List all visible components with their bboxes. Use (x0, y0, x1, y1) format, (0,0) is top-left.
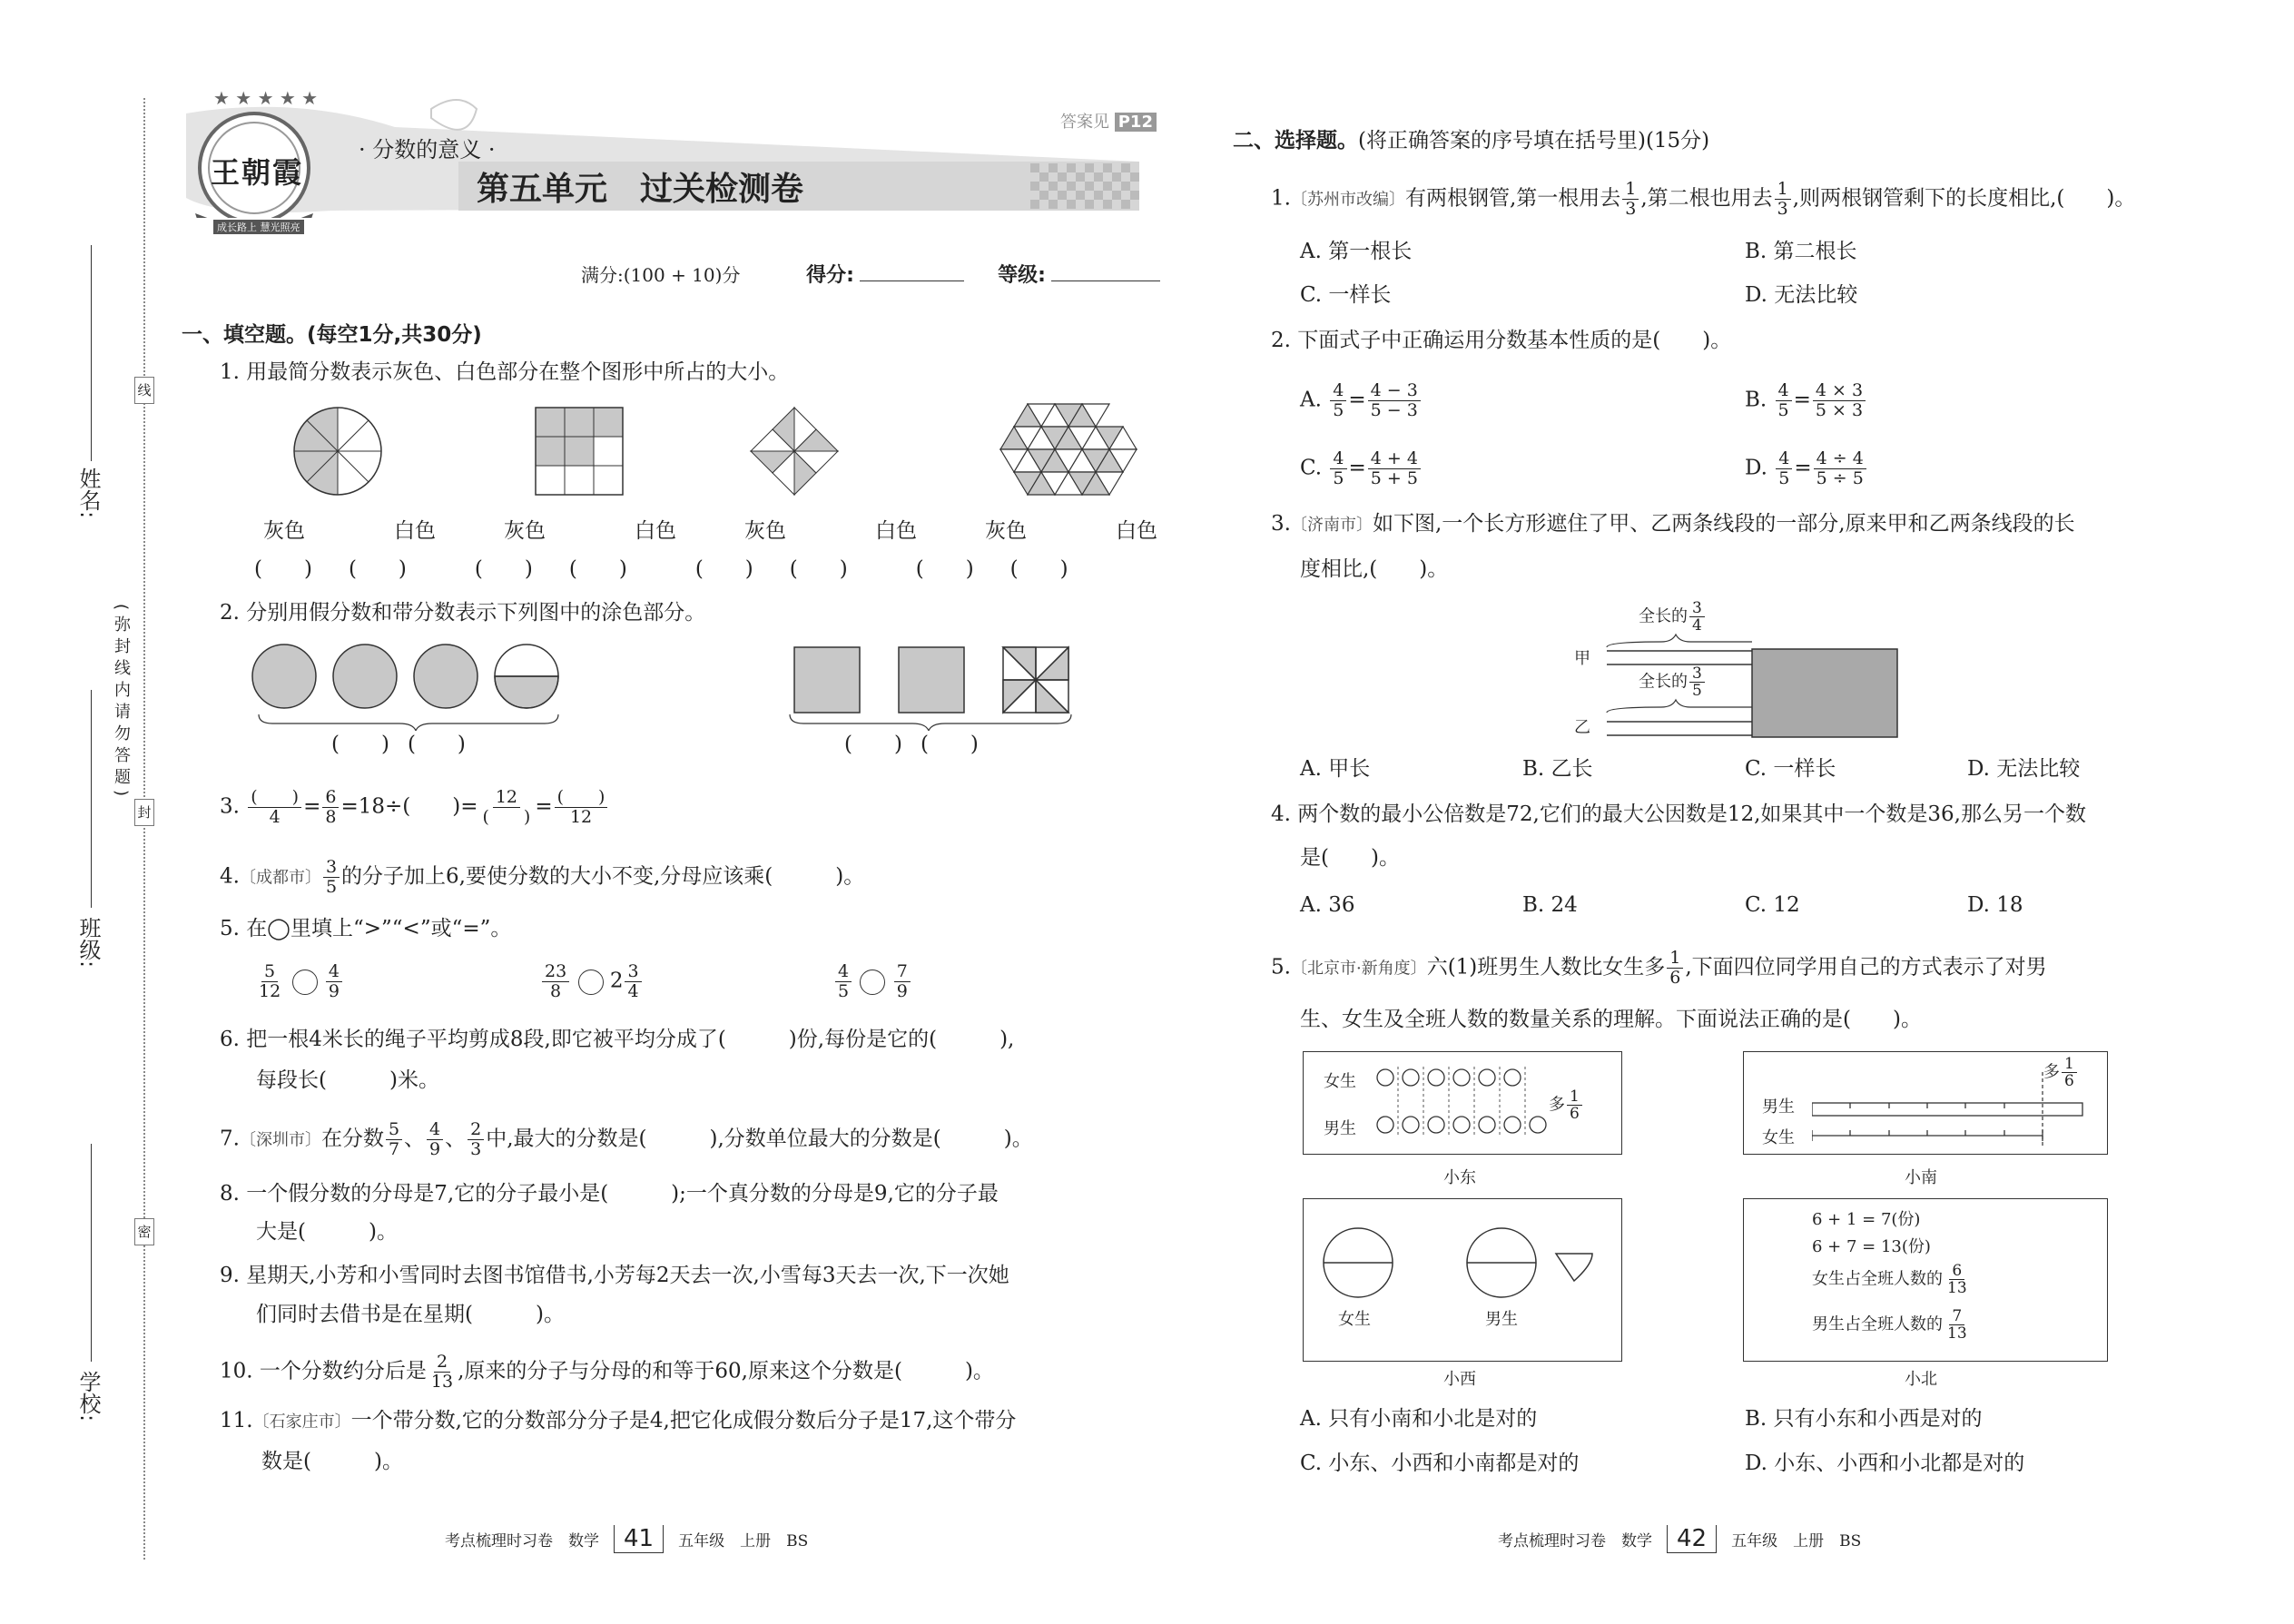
s1-q9-line1: 9. 星期天,小芳和小雪同时去图书馆借书,小芳每2天去一次,小雪每3天去一次,下一次她 (220, 1264, 1009, 1287)
q10-post[interactable]: ,原来的分子与分母的和等于60,原来这个分数是( )。 (458, 1359, 994, 1383)
answer-blank[interactable]: ( ) (915, 557, 974, 581)
q5-compare-3 (833, 962, 912, 1001)
s1-q6-line2[interactable]: 每段长( )米。 (256, 1068, 439, 1092)
q1-white-label: 白色 (394, 519, 436, 543)
answer-ref-page: P12 (1115, 113, 1157, 132)
answer-blank[interactable]: ( ) (348, 557, 407, 581)
q5-fraction: $\frac{4}{5}$ (835, 962, 852, 1001)
q3-segment-lines (1570, 595, 1906, 740)
s2-q3-line1 (1271, 510, 2075, 539)
xiaobei-line3: 女生占全班人数的 $\frac{6}{13}$ (1812, 1262, 1967, 1297)
footer-grade: 五年级 上册 BS (1731, 1532, 1862, 1550)
q4-source-tag: 〔成都市〕 (239, 868, 321, 888)
q5-fraction: $\frac{5}{12}$ (259, 961, 281, 1001)
class-field[interactable] (91, 690, 92, 908)
q3-fraction[interactable]: $\frac{12}{( )}$ (482, 787, 531, 827)
q3-fraction[interactable]: $\frac{( )}{4}$ (248, 788, 301, 827)
footer-book: 考点梳理时习卷 数学 (1498, 1532, 1652, 1550)
s2-q5-option-c[interactable]: C. 小东、小西和小南都是对的 (1300, 1452, 1580, 1475)
q7-post[interactable]: 中,最大的分数是( ),分数单位最大的分数是( )。 (486, 1127, 1033, 1151)
name-field[interactable] (91, 245, 92, 461)
q4-fraction: $\frac{3}{5}$ (323, 858, 340, 897)
cut-line (143, 98, 145, 1560)
footer-grade: 五年级 上册 BS (678, 1532, 809, 1550)
section2-heading-rest: (将正确答案的序号填在括号里)(15分) (1358, 129, 1710, 153)
answer-blank[interactable]: ( ) (331, 733, 389, 756)
name-label: 姓名: (75, 468, 101, 519)
q1-gray-label: 灰色 (504, 519, 546, 543)
q2-blanks-left (331, 731, 466, 758)
s2-q1-fraction: $\frac{1}{3}$ (1775, 180, 1791, 219)
q3-segment-figure (1570, 595, 1906, 740)
q7-fraction: $\frac{2}{3}$ (468, 1120, 484, 1159)
s2-q3-option-d[interactable]: D. 无法比较 (1967, 757, 2081, 781)
q11-text: 一个带分数,它的分数部分分子是4,把它化成假分数后分子是17,这个带分 (350, 1409, 1017, 1432)
footer-book: 考点梳理时习卷 数学 (445, 1532, 599, 1550)
s2-q1-post[interactable]: ,则两根钢管剩下的长度相比,( )。 (1792, 186, 2136, 211)
q2-figures (245, 640, 1089, 731)
compare-circle[interactable] (860, 969, 885, 995)
answer-blank[interactable]: ( ) (474, 557, 533, 581)
q1-labels-4 (985, 517, 1157, 545)
box-xiaonan-name: 小南 (1905, 1168, 1937, 1187)
q3-fraction: $\frac{6}{8}$ (322, 788, 339, 827)
class-label: 班级: (75, 917, 101, 969)
xiaodong-girl-label: 女生 (1324, 1072, 1356, 1091)
q7-fraction: $\frac{4}{9}$ (427, 1120, 443, 1159)
q10-pre: 10. 一个分数约分后是 (220, 1359, 427, 1383)
q1-pie-figure (294, 408, 381, 495)
page-title: 第五单元 过关检测卷 (477, 171, 804, 208)
s2-q4-line1: 4. 两个数的最小公倍数是72,它们的最大公因数是12,如果其中一个数是36,那么另一个数 (1271, 802, 2086, 826)
s2-q4-option-b[interactable]: B. 24 (1522, 893, 1578, 917)
s2-q3-option-b[interactable]: B. 乙长 (1522, 757, 1593, 781)
q7-pre: 在分数 (320, 1127, 384, 1151)
q1-blanks (254, 556, 1068, 583)
q1-grid-figure (536, 408, 623, 495)
compare-circle[interactable] (578, 969, 604, 995)
q1-white-label: 白色 (1116, 519, 1157, 543)
xiaobei-line1: 6 + 1 = 7(份) (1812, 1210, 1921, 1229)
school-field[interactable] (91, 1144, 92, 1362)
s2-q1-source-tag: 〔苏州市改编〕 (1290, 190, 1405, 210)
xiaobei-line4: 男生占全班人数的 $\frac{7}{13}$ (1812, 1307, 1967, 1343)
s2-q1 (1271, 180, 2135, 219)
xiaobei-line2: 6 + 7 = 13(份) (1812, 1237, 1931, 1256)
s2-q2-option-c[interactable]: C. $\frac{4}{5}$ = $\frac{4 + 4}{5 + 5}$ (1300, 449, 1423, 488)
q3-fraction[interactable]: $\frac{( )}{12}$ (555, 788, 608, 827)
box-xiaoxi-name: 小西 (1443, 1370, 1476, 1389)
answer-blank[interactable]: ( ) (789, 557, 848, 581)
box-xiaodong (1303, 1051, 1622, 1155)
s2-q1-option-a[interactable]: A. 第一根长 (1300, 240, 1413, 263)
q3-label-jia: 甲 (1574, 649, 1590, 668)
s1-q5-text: 5. 在◯里填上“>”“<”或“=”。 (220, 917, 512, 940)
answer-blank[interactable]: ( ) (407, 733, 466, 756)
cut-label-feng: 封 (134, 799, 154, 826)
q7-sep: 、 (445, 1127, 467, 1151)
q4-number: 4. (220, 864, 240, 889)
s2-q3-source-tag: 〔济南市〕 (1290, 516, 1373, 535)
q5-fraction: $\frac{23}{8}$ (542, 962, 569, 1001)
score-label: 得分: (806, 264, 854, 287)
xiaonan-boy-label: 男生 (1762, 1097, 1795, 1117)
q3-equals: = (460, 794, 478, 819)
q1-gray-label: 灰色 (263, 519, 305, 543)
q4-text[interactable]: 的分子加上6,要使分数的大小不变,分母应该乘( )。 (341, 864, 865, 889)
s1-q8-line1[interactable]: 8. 一个假分数的分母是7,它的分子最小是( );一个真分数的分母是9,它的分子最 (220, 1182, 999, 1206)
q3-equals: = (535, 794, 553, 819)
answer-ref-label: 答案见 (1060, 113, 1109, 132)
q5-fraction: $\frac{4}{9}$ (326, 962, 342, 1001)
section2-heading (1233, 127, 1709, 154)
q1-gray-label: 灰色 (744, 519, 786, 543)
q11-source-tag: 〔石家庄市〕 (252, 1412, 351, 1432)
page-number: 41 (614, 1525, 664, 1553)
q5-whole: 2 (609, 969, 624, 993)
score-row (581, 261, 1160, 290)
s1-q11-line1 (220, 1407, 1016, 1436)
s2-q1-number: 1. (1271, 186, 1291, 211)
page-number: 42 (1667, 1525, 1717, 1553)
s2-q3-option-a[interactable]: A. 甲长 (1300, 757, 1371, 781)
q5-compare-1 (254, 962, 344, 1001)
s2-q1-fraction: $\frac{1}{3}$ (1622, 180, 1639, 219)
box-xiaobei (1743, 1198, 2108, 1362)
q1-labels-1 (263, 517, 436, 545)
cut-label-mi: 密 (134, 1218, 154, 1245)
s2-q1-option-b[interactable]: B. 第二根长 (1745, 240, 1857, 263)
box-xiaodong-name: 小东 (1443, 1168, 1476, 1187)
q7-source-tag: 〔深圳市〕 (239, 1130, 321, 1150)
s2-q3-line2[interactable]: 度相比,( )。 (1300, 557, 1449, 581)
q1-pinwheel-figure (751, 408, 838, 495)
cut-label-xian: 线 (134, 377, 154, 404)
q3-label-jia-fraction: 全长的 $\frac{3}{4}$ (1639, 600, 1707, 634)
q5-fraction: $\frac{7}{9}$ (894, 962, 911, 1001)
xiaodong-circles (1374, 1065, 1561, 1147)
q3-cover-rectangle (1752, 649, 1897, 737)
box-xiaobei-name: 小北 (1905, 1370, 1937, 1389)
s1-q7 (220, 1120, 1033, 1159)
q1-gray-label: 灰色 (985, 519, 1027, 543)
section1-heading: 一、填空题。(每空1分,共30分) (182, 323, 482, 347)
q2-squares-figure (790, 647, 1071, 731)
q5-compare-2 (540, 962, 644, 1001)
s2-q5-number: 5. (1271, 955, 1291, 979)
xiaonan-girl-label: 女生 (1762, 1128, 1795, 1147)
q7-sep: 、 (404, 1127, 426, 1151)
q3-number: 3. (220, 794, 240, 819)
answer-blank[interactable]: ( ) (920, 733, 979, 756)
q1-triangle-figure (1000, 404, 1137, 495)
s2-q5-source-tag: 〔北京市·新角度〕 (1290, 959, 1427, 979)
q7-number: 7. (220, 1127, 240, 1151)
q3-label-yi: 乙 (1574, 718, 1590, 737)
school-label: 学校: (75, 1371, 101, 1422)
xiaodong-boy-label: 男生 (1324, 1119, 1356, 1138)
s1-q4 (220, 858, 864, 897)
section2-heading-bold: 二、选择题。 (1233, 129, 1358, 153)
s2-q5-post: ,下面四位同学用自己的方式表示了对男 (1685, 955, 2047, 979)
s2-q1-option-c[interactable]: C. 一样长 (1300, 283, 1392, 307)
answer-blank[interactable]: ( ) (1009, 557, 1068, 581)
s2-q4-line2[interactable]: 是( )。 (1300, 846, 1400, 870)
q3-equals: = (303, 794, 321, 819)
sealed-line-note: (弥封线内请勿答题) (112, 604, 131, 802)
s2-q5-option-d[interactable]: D. 小东、小西和小北都是对的 (1745, 1452, 2025, 1475)
q1-white-label: 白色 (635, 519, 676, 543)
s2-q1-option-d[interactable]: D. 无法比较 (1745, 283, 1858, 307)
s2-q2-option-d[interactable]: D. $\frac{4}{5}$ = $\frac{4 \div 4}{5 \div 5}$ (1745, 449, 1868, 488)
answer-blank[interactable]: ( ) (694, 557, 753, 581)
compare-circle[interactable] (292, 969, 318, 995)
s2-q2-text[interactable]: 2. 下面式子中正确运用分数基本性质的是( )。 (1271, 329, 1732, 352)
xiaoxi-circles (1313, 1217, 1612, 1317)
q3-division[interactable]: =18÷( ) (340, 794, 461, 819)
s2-q4-option-c[interactable]: C. 12 (1745, 893, 1800, 917)
s2-q5-line1 (1271, 949, 2047, 988)
s2-q3-text: 如下图,一个长方形遮住了甲、乙两条线段的一部分,原来甲和乙两条线段的长 (1372, 512, 2075, 536)
answer-blank[interactable]: ( ) (844, 733, 902, 756)
s2-q5-option-a[interactable]: A. 只有小南和小北是对的 (1300, 1407, 1538, 1431)
s1-q9-line2[interactable]: 们同时去借书是在星期( )。 (256, 1303, 565, 1326)
q1-figures (218, 395, 1153, 513)
brand-logo-text: 王朝霞 (211, 155, 304, 190)
xiaoxi-girl-label: 女生 (1338, 1310, 1371, 1329)
q10-fraction: $\frac{2}{13}$ (430, 1352, 454, 1392)
s2-q4-option-d[interactable]: D. 18 (1967, 893, 2023, 917)
box-xiaonan (1743, 1051, 2108, 1155)
s2-q4-option-a[interactable]: A. 36 (1300, 893, 1355, 917)
xiaodong-more: 多 $\frac{1}{6}$ (1549, 1088, 1584, 1122)
brand-logo-slogan: 成长路上 慧光照亮 (213, 220, 304, 234)
s1-q1-text: 1. 用最简分数表示灰色、白色部分在整个图形中所占的大小。 (220, 360, 790, 384)
unit-kicker: · 分数的意义 · (359, 137, 496, 162)
s2-q5-fraction: $\frac{1}{6}$ (1667, 949, 1683, 988)
q11-number: 11. (220, 1409, 253, 1432)
q3-label-yi-fraction: 全长的 $\frac{3}{5}$ (1639, 665, 1707, 699)
s1-q2-text: 2. 分别用假分数和带分数表示下列图中的涂色部分。 (220, 601, 706, 625)
q5-fraction: $\frac{3}{4}$ (625, 962, 641, 1001)
s2-q5-option-b[interactable]: B. 只有小东和小西是对的 (1745, 1407, 1983, 1431)
xiaonan-more: 多 $\frac{1}{6}$ (2043, 1056, 2079, 1089)
s2-q3-option-c[interactable]: C. 一样长 (1745, 757, 1836, 781)
s2-q2-option-a[interactable]: A. $\frac{4}{5}$ = $\frac{4 - 3}{5 - 3}$ (1300, 381, 1423, 420)
s2-q5-pre: 六(1)班男生人数比女生多 (1426, 955, 1666, 979)
s1-q10 (220, 1353, 994, 1392)
xiaoxi-boy-label: 男生 (1485, 1310, 1518, 1329)
s2-q2-option-b[interactable]: B. $\frac{4}{5}$ = $\frac{4 \times 3}{5 \times 3}$ (1745, 381, 1867, 420)
s2-q1-mid: ,第二根也用去 (1640, 186, 1773, 211)
s1-q6-line1[interactable]: 6. 把一根4米长的绳子平均剪成8段,即它被平均分成了( )份,每份是它的( ), (220, 1028, 1015, 1051)
q7-fraction: $\frac{5}{7}$ (386, 1120, 402, 1159)
q2-blanks-right (844, 731, 979, 758)
q1-labels-2 (504, 517, 676, 545)
q2-circles-figure (252, 645, 558, 731)
footer-left (445, 1525, 808, 1553)
q1-labels-3 (744, 517, 917, 545)
s2-q3-number: 3. (1271, 512, 1291, 536)
s1-q11-line2[interactable]: 数是( )。 (261, 1450, 403, 1473)
s1-q3 (220, 788, 609, 827)
box-xiaoxi (1303, 1198, 1622, 1362)
s1-q8-line2[interactable]: 大是( )。 (256, 1220, 398, 1244)
footer-right (1498, 1525, 1861, 1553)
grade-label: 等级: (998, 264, 1046, 287)
s2-q1-pre: 有两根钢管,第一根用去 (1404, 186, 1621, 211)
svg-text:★ ★ ★ ★ ★: ★ ★ ★ ★ ★ (213, 91, 319, 109)
answer-reference (1060, 109, 1157, 133)
s2-q5-line2[interactable]: 生、女生及全班人数的数量关系的理解。下面说法正确的是( )。 (1300, 1008, 1922, 1031)
q1-white-label: 白色 (875, 519, 917, 543)
answer-blank[interactable]: ( ) (568, 557, 627, 581)
full-marks: 满分:(100 + 10)分 (581, 264, 741, 286)
answer-blank[interactable]: ( ) (254, 557, 312, 581)
